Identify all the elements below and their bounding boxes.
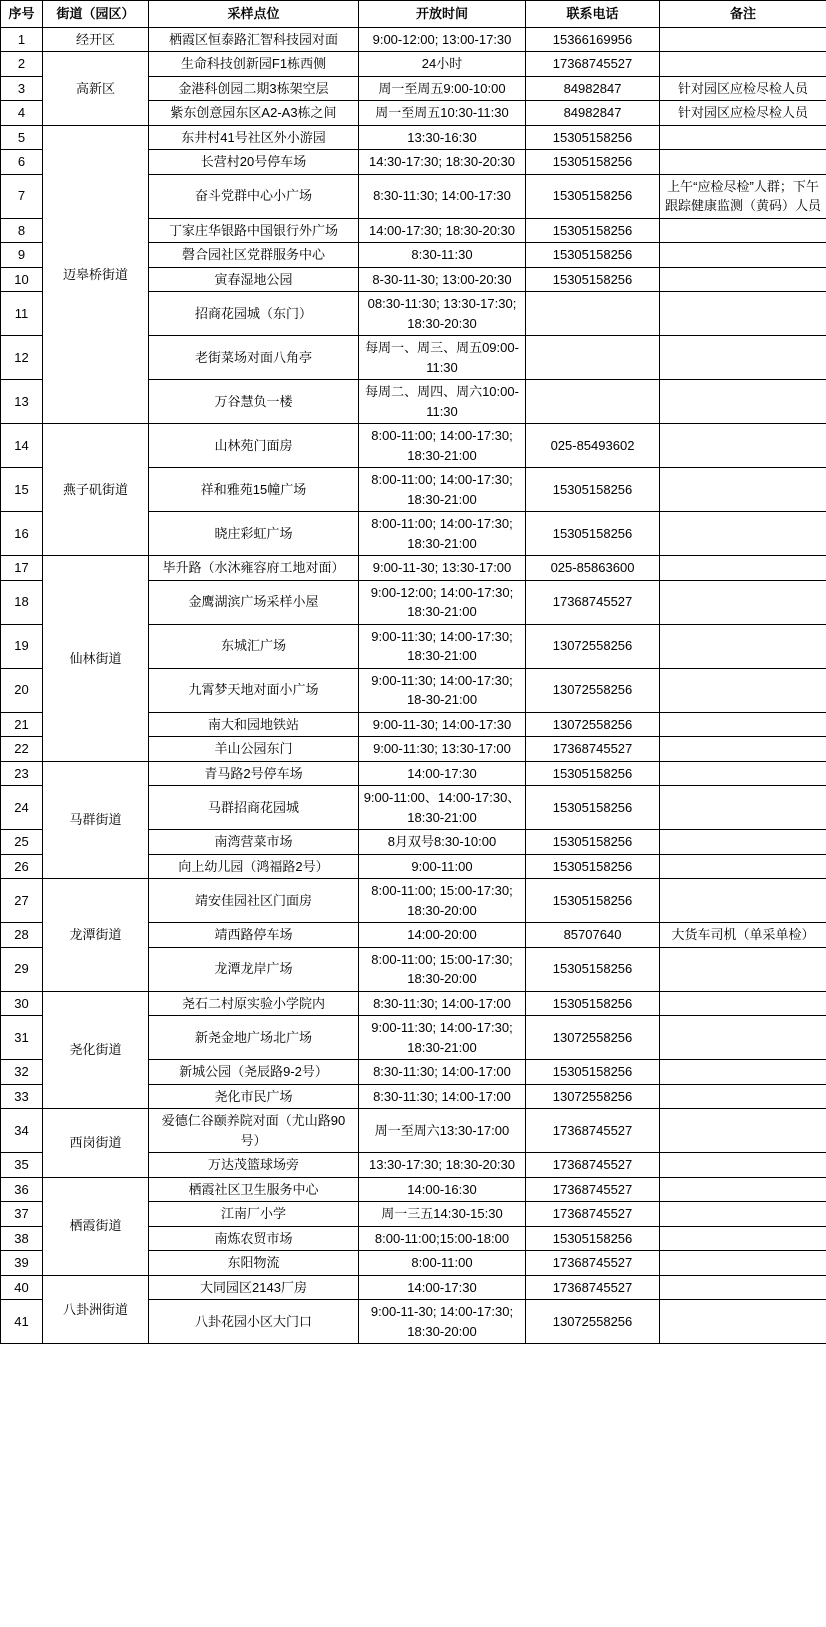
row-number-cell: 5: [1, 125, 43, 150]
phone-cell: 15305158256: [526, 468, 660, 512]
time-cell: 9:00-11:00: [359, 854, 526, 879]
location-cell: 江南厂小学: [149, 1202, 359, 1227]
phone-cell: 15305158256: [526, 947, 660, 991]
phone-cell: [526, 380, 660, 424]
street-cell: 八卦洲街道: [43, 1275, 149, 1344]
phone-cell: 15305158256: [526, 991, 660, 1016]
phone-cell: 17368745527: [526, 580, 660, 624]
phone-cell: 025-85493602: [526, 424, 660, 468]
location-cell: 九霄梦天地对面小广场: [149, 668, 359, 712]
location-cell: 祥和雅苑15幢广场: [149, 468, 359, 512]
row-number-cell: 25: [1, 830, 43, 855]
remark-cell: [660, 1202, 826, 1227]
remark-cell: [660, 218, 826, 243]
location-cell: 寅春湿地公园: [149, 267, 359, 292]
remark-cell: 上午“应检尽检”人群；下午跟踪健康监测（黄码）人员: [660, 174, 826, 218]
header-location: 采样点位: [149, 1, 359, 28]
time-cell: 每周一、周三、周五09:00-11:30: [359, 336, 526, 380]
remark-cell: [660, 27, 826, 52]
row-number-cell: 1: [1, 27, 43, 52]
location-cell: 丁家庄华银路中国银行外广场: [149, 218, 359, 243]
location-cell: 生命科技创新园F1栋西侧: [149, 52, 359, 77]
remark-cell: 大货车司机（单采单检）: [660, 923, 826, 948]
time-cell: 9:00-11-30; 13:30-17:00: [359, 556, 526, 581]
remark-cell: [660, 380, 826, 424]
location-cell: 金港科创园二期3栋架空层: [149, 76, 359, 101]
remark-cell: [660, 761, 826, 786]
row-number-cell: 13: [1, 380, 43, 424]
remark-cell: [660, 336, 826, 380]
location-cell: 招商花园城（东门）: [149, 292, 359, 336]
row-number-cell: 15: [1, 468, 43, 512]
remark-cell: [660, 52, 826, 77]
time-cell: 9:00-11:30; 14:00-17:30; 18:30-21:00: [359, 624, 526, 668]
phone-cell: 13072558256: [526, 1016, 660, 1060]
location-cell: 东井村41号社区外小游园: [149, 125, 359, 150]
row-number-cell: 14: [1, 424, 43, 468]
table-row: [1, 991, 826, 1016]
time-cell: 24小时: [359, 52, 526, 77]
phone-cell: 17368745527: [526, 1109, 660, 1153]
table-row: [1, 27, 826, 52]
remark-cell: [660, 991, 826, 1016]
time-cell: 周一至周六13:30-17:00: [359, 1109, 526, 1153]
time-cell: 周一三五14:30-15:30: [359, 1202, 526, 1227]
phone-cell: 15305158256: [526, 830, 660, 855]
time-cell: 9:00-12:00; 13:00-17:30: [359, 27, 526, 52]
remark-cell: [660, 624, 826, 668]
remark-cell: [660, 947, 826, 991]
location-cell: 磬合园社区党群服务中心: [149, 243, 359, 268]
remark-cell: [660, 668, 826, 712]
remark-cell: [660, 424, 826, 468]
remark-cell: [660, 1251, 826, 1276]
phone-cell: 84982847: [526, 76, 660, 101]
time-cell: 8:30-11:30: [359, 243, 526, 268]
time-cell: 周一至周五9:00-10:00: [359, 76, 526, 101]
location-cell: 向上幼儿园（鸿福路2号）: [149, 854, 359, 879]
time-cell: 9:00-11-30; 14:00-17:30: [359, 712, 526, 737]
phone-cell: 15305158256: [526, 218, 660, 243]
time-cell: 9:00-11:30; 13:30-17:00: [359, 737, 526, 762]
phone-cell: [526, 336, 660, 380]
header-row: [1, 1, 826, 28]
time-cell: 8月双号8:30-10:00: [359, 830, 526, 855]
location-cell: 万达茂篮球场旁: [149, 1153, 359, 1178]
time-cell: 14:00-16:30: [359, 1177, 526, 1202]
row-number-cell: 16: [1, 512, 43, 556]
row-number-cell: 39: [1, 1251, 43, 1276]
row-number-cell: 41: [1, 1300, 43, 1344]
time-cell: 8-30-11-30; 13:00-20:30: [359, 267, 526, 292]
remark-cell: [660, 830, 826, 855]
location-cell: 新城公园（尧辰路9-2号）: [149, 1060, 359, 1085]
row-number-cell: 21: [1, 712, 43, 737]
row-number-cell: 9: [1, 243, 43, 268]
location-cell: 龙潭龙岸广场: [149, 947, 359, 991]
time-cell: 13:30-16:30: [359, 125, 526, 150]
row-number-cell: 17: [1, 556, 43, 581]
time-cell: 8:00-11:00;15:00-18:00: [359, 1226, 526, 1251]
row-number-cell: 23: [1, 761, 43, 786]
remark-cell: [660, 1016, 826, 1060]
row-number-cell: 4: [1, 101, 43, 126]
header-street: 街道（园区）: [43, 1, 149, 28]
remark-cell: [660, 580, 826, 624]
table-row: [1, 879, 826, 923]
row-number-cell: 37: [1, 1202, 43, 1227]
remark-cell: 针对园区应检尽检人员: [660, 101, 826, 126]
phone-cell: 17368745527: [526, 1251, 660, 1276]
time-cell: 14:30-17:30; 18:30-20:30: [359, 150, 526, 175]
location-cell: 栖霞社区卫生服务中心: [149, 1177, 359, 1202]
location-cell: 马群招商花园城: [149, 786, 359, 830]
table-row: [1, 1109, 826, 1153]
phone-cell: 13072558256: [526, 668, 660, 712]
remark-cell: [660, 292, 826, 336]
table-row: [1, 761, 826, 786]
phone-cell: 84982847: [526, 101, 660, 126]
row-number-cell: 11: [1, 292, 43, 336]
time-cell: 8:00-11:00; 15:00-17:30; 18:30-20:00: [359, 879, 526, 923]
row-number-cell: 12: [1, 336, 43, 380]
table-row: [1, 1177, 826, 1202]
row-number-cell: 24: [1, 786, 43, 830]
time-cell: 8:00-11:00; 14:00-17:30; 18:30-21:00: [359, 512, 526, 556]
phone-cell: 15305158256: [526, 267, 660, 292]
table-row: [1, 125, 826, 150]
location-cell: 羊山公园东门: [149, 737, 359, 762]
remark-cell: [660, 1109, 826, 1153]
row-number-cell: 27: [1, 879, 43, 923]
phone-cell: 15305158256: [526, 512, 660, 556]
time-cell: 8:00-11:00: [359, 1251, 526, 1276]
street-cell: 马群街道: [43, 761, 149, 879]
location-cell: 东阳物流: [149, 1251, 359, 1276]
row-number-cell: 38: [1, 1226, 43, 1251]
time-cell: 9:00-11:30; 14:00-17:30; 18:30-21:00: [359, 1016, 526, 1060]
phone-cell: 15305158256: [526, 125, 660, 150]
street-cell: 经开区: [43, 27, 149, 52]
row-number-cell: 26: [1, 854, 43, 879]
row-number-cell: 18: [1, 580, 43, 624]
row-number-cell: 2: [1, 52, 43, 77]
row-number-cell: 31: [1, 1016, 43, 1060]
location-cell: 靖安佳园社区门面房: [149, 879, 359, 923]
time-cell: 周一至周五10:30-11:30: [359, 101, 526, 126]
phone-cell: 15305158256: [526, 854, 660, 879]
location-cell: 紫东创意园东区A2-A3栋之间: [149, 101, 359, 126]
location-cell: 东城汇广场: [149, 624, 359, 668]
time-cell: 8:00-11:00; 14:00-17:30; 18:30-21:00: [359, 424, 526, 468]
location-cell: 青马路2号停车场: [149, 761, 359, 786]
header-remark: 备注: [660, 1, 826, 28]
location-cell: 晓庄彩虹广场: [149, 512, 359, 556]
row-number-cell: 19: [1, 624, 43, 668]
header-time: 开放时间: [359, 1, 526, 28]
remark-cell: [660, 1060, 826, 1085]
row-number-cell: 3: [1, 76, 43, 101]
table-row: [1, 1275, 826, 1300]
row-number-cell: 29: [1, 947, 43, 991]
time-cell: 14:00-20:00: [359, 923, 526, 948]
location-cell: 老街菜场对面八角亭: [149, 336, 359, 380]
row-number-cell: 22: [1, 737, 43, 762]
phone-cell: 15305158256: [526, 1226, 660, 1251]
time-cell: 9:00-11-30; 14:00-17:30; 18:30-20:00: [359, 1300, 526, 1344]
time-cell: 9:00-11:00、14:00-17:30、18:30-21:00: [359, 786, 526, 830]
location-cell: 靖西路停车场: [149, 923, 359, 948]
time-cell: 14:00-17:30; 18:30-20:30: [359, 218, 526, 243]
time-cell: 8:30-11:30; 14:00-17:00: [359, 1060, 526, 1085]
phone-cell: 17368745527: [526, 1153, 660, 1178]
remark-cell: [660, 468, 826, 512]
phone-cell: 17368745527: [526, 52, 660, 77]
remark-cell: [660, 150, 826, 175]
time-cell: 13:30-17:30; 18:30-20:30: [359, 1153, 526, 1178]
location-cell: 南炼农贸市场: [149, 1226, 359, 1251]
time-cell: 8:30-11:30; 14:00-17:00: [359, 991, 526, 1016]
row-number-cell: 36: [1, 1177, 43, 1202]
remark-cell: 针对园区应检尽检人员: [660, 76, 826, 101]
remark-cell: [660, 854, 826, 879]
phone-cell: 15366169956: [526, 27, 660, 52]
phone-cell: 15305158256: [526, 243, 660, 268]
street-cell: 栖霞街道: [43, 1177, 149, 1275]
time-cell: 08:30-11:30; 13:30-17:30; 18:30-20:30: [359, 292, 526, 336]
location-cell: 大同园区2143厂房: [149, 1275, 359, 1300]
row-number-cell: 10: [1, 267, 43, 292]
location-cell: 金鹰湖滨广场采样小屋: [149, 580, 359, 624]
remark-cell: [660, 1177, 826, 1202]
phone-cell: 15305158256: [526, 879, 660, 923]
time-cell: 8:00-11:00; 14:00-17:30; 18:30-21:00: [359, 468, 526, 512]
phone-cell: 85707640: [526, 923, 660, 948]
phone-cell: 17368745527: [526, 1177, 660, 1202]
street-cell: 燕子矶街道: [43, 424, 149, 556]
phone-cell: 15305158256: [526, 1060, 660, 1085]
row-number-cell: 30: [1, 991, 43, 1016]
location-cell: 新尧金地广场北广场: [149, 1016, 359, 1060]
location-cell: 奋斗党群中心小广场: [149, 174, 359, 218]
remark-cell: [660, 1300, 826, 1344]
time-cell: 9:00-12:00; 14:00-17:30; 18:30-21:00: [359, 580, 526, 624]
remark-cell: [660, 1084, 826, 1109]
row-number-cell: 6: [1, 150, 43, 175]
location-cell: 山林苑门面房: [149, 424, 359, 468]
time-cell: 8:30-11:30; 14:00-17:30: [359, 174, 526, 218]
phone-cell: [526, 292, 660, 336]
location-cell: 尧石二村原实验小学院内: [149, 991, 359, 1016]
location-cell: 尧化市民广场: [149, 1084, 359, 1109]
location-cell: 毕升路（水沐雍容府工地对面）: [149, 556, 359, 581]
street-cell: 尧化街道: [43, 991, 149, 1109]
phone-cell: 13072558256: [526, 624, 660, 668]
row-number-cell: 40: [1, 1275, 43, 1300]
phone-cell: 13072558256: [526, 1300, 660, 1344]
table-row: [1, 424, 826, 468]
street-cell: 西岗街道: [43, 1109, 149, 1178]
street-cell: 龙潭街道: [43, 879, 149, 992]
row-number-cell: 7: [1, 174, 43, 218]
street-cell: 迈皋桥街道: [43, 125, 149, 424]
table-row: [1, 556, 826, 581]
phone-cell: 15305158256: [526, 174, 660, 218]
location-cell: 南大和园地铁站: [149, 712, 359, 737]
time-cell: 每周二、周四、周六10:00-11:30: [359, 380, 526, 424]
header-phone: 联系电话: [526, 1, 660, 28]
phone-cell: 17368745527: [526, 737, 660, 762]
row-number-cell: 28: [1, 923, 43, 948]
phone-cell: 025-85863600: [526, 556, 660, 581]
remark-cell: [660, 879, 826, 923]
time-cell: 14:00-17:30: [359, 761, 526, 786]
phone-cell: 15305158256: [526, 786, 660, 830]
row-number-cell: 32: [1, 1060, 43, 1085]
remark-cell: [660, 712, 826, 737]
remark-cell: [660, 556, 826, 581]
time-cell: 14:00-17:30: [359, 1275, 526, 1300]
remark-cell: [660, 267, 826, 292]
phone-cell: 17368745527: [526, 1275, 660, 1300]
remark-cell: [660, 786, 826, 830]
table-row: [1, 52, 826, 77]
time-cell: 8:30-11:30; 14:00-17:00: [359, 1084, 526, 1109]
phone-cell: 15305158256: [526, 150, 660, 175]
location-cell: 万谷慧负一楼: [149, 380, 359, 424]
row-number-cell: 20: [1, 668, 43, 712]
row-number-cell: 35: [1, 1153, 43, 1178]
phone-cell: 13072558256: [526, 1084, 660, 1109]
remark-cell: [660, 1275, 826, 1300]
remark-cell: [660, 737, 826, 762]
header-no: 序号: [1, 1, 43, 28]
remark-cell: [660, 512, 826, 556]
location-cell: 长营村20号停车场: [149, 150, 359, 175]
row-number-cell: 8: [1, 218, 43, 243]
location-cell: 栖霞区恒泰路汇智科技园对面: [149, 27, 359, 52]
remark-cell: [660, 1226, 826, 1251]
row-number-cell: 33: [1, 1084, 43, 1109]
phone-cell: 15305158256: [526, 761, 660, 786]
remark-cell: [660, 1153, 826, 1178]
street-cell: 高新区: [43, 52, 149, 126]
location-cell: 爱德仁谷颐养院对面（尤山路90号）: [149, 1109, 359, 1153]
street-cell: 仙林街道: [43, 556, 149, 762]
table-body: [1, 27, 826, 1344]
remark-cell: [660, 125, 826, 150]
phone-cell: 17368745527: [526, 1202, 660, 1227]
time-cell: 8:00-11:00; 15:00-17:30; 18:30-20:00: [359, 947, 526, 991]
phone-cell: 13072558256: [526, 712, 660, 737]
location-cell: 南湾营菜市场: [149, 830, 359, 855]
remark-cell: [660, 243, 826, 268]
location-cell: 八卦花园小区大门口: [149, 1300, 359, 1344]
row-number-cell: 34: [1, 1109, 43, 1153]
time-cell: 9:00-11:30; 14:00-17:30; 18-30-21:00: [359, 668, 526, 712]
